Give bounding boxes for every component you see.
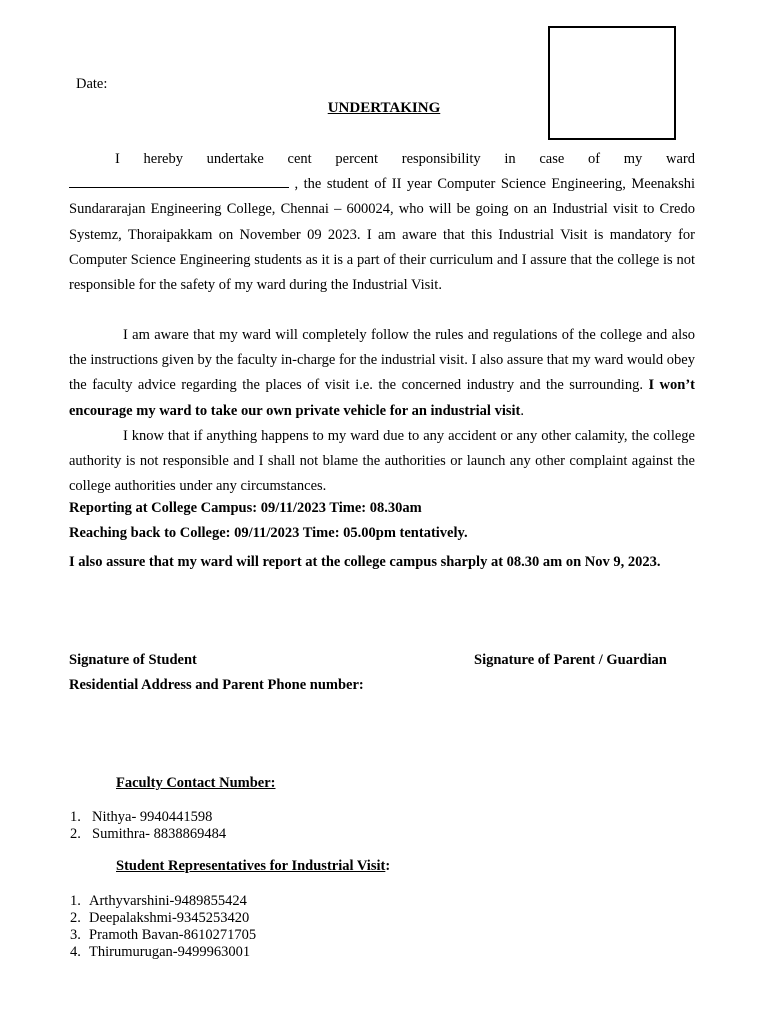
list-item: 2. Sumithra- 8838869484 xyxy=(70,826,227,842)
paragraph-1 xyxy=(69,147,695,298)
reporting-line: Reporting at College Campus: 09/11/2023 Time: 08.30am xyxy=(69,500,422,516)
paragraph-1-lead: I hereby undertake cent percent responsibility in case of my ward xyxy=(115,151,695,167)
page-title: UNDERTAKING xyxy=(327,100,441,116)
paragraph-2-bold: I won’t encourage my ward to take our own private vehicle for an industrial visit xyxy=(69,377,696,419)
signature-parent-label: Signature of Parent / Guardian xyxy=(474,652,667,668)
date-label: Date: xyxy=(76,76,108,92)
reaching-line: Reaching back to College: 09/11/2023 Time: 05.00pm tentatively. xyxy=(69,525,468,541)
list-item: 1. Arthyvarshini-9489855424 xyxy=(70,893,247,909)
paragraph-1-rest: , the student of II year Computer Science Engineering, Meenakshi Sundararajan Engineering College, Chennai – 600024, who will be going on an Industrial visit to Credo Systemz, Thoraipakkam on November 09 2023. I am aware that this Industrial Visit is mandatory for Computer Science Engineering students as it is a part of their curriculum and I assure that the college is not responsible for the safety of my ward during the Industrial Visit. xyxy=(69,176,696,294)
list-item: 3. Pramoth Bavan-8610271705 xyxy=(70,927,257,943)
address-label: Residential Address and Parent Phone number: xyxy=(69,677,364,693)
paragraph-2-end: . xyxy=(520,402,524,419)
paragraph-3 xyxy=(69,424,695,500)
faculty-contact-title: Faculty Contact Number: xyxy=(116,775,276,791)
assurance-line: I also assure that my ward will report at the college campus sharply at 08.30 am on Nov 9, 2023. xyxy=(69,554,661,570)
paragraph-3-text: I know that if anything happens to my ward due to any accident or any other calamity, the college authority is not responsible and I shall not blame the authorities or launch any other complaint against the college authorities under any circumstances. xyxy=(69,428,695,495)
list-item: 1. Nithya- 9940441598 xyxy=(70,809,213,825)
faculty-list xyxy=(70,809,226,843)
representatives-title: Student Representatives for Industrial Visit: xyxy=(116,858,391,874)
signature-student-label: Signature of Student xyxy=(69,652,197,668)
paragraph-2 xyxy=(69,323,695,424)
photo-box xyxy=(548,26,676,140)
representatives-list xyxy=(70,893,256,961)
list-item: 4. Thirumurugan-9499963001 xyxy=(70,944,251,960)
paragraph-2-text: I am aware that my ward will completely follow the rules and regulations of the college and also the instructions given by the faculty in-charge for the industrial visit. I also assure that my ward would obey the faculty advice regarding the places of visit i.e. the concerned industry and the surrounding. xyxy=(69,327,695,394)
list-item: 2. Deepalakshmi-9345253420 xyxy=(70,910,250,926)
ward-name-blank xyxy=(69,175,289,188)
